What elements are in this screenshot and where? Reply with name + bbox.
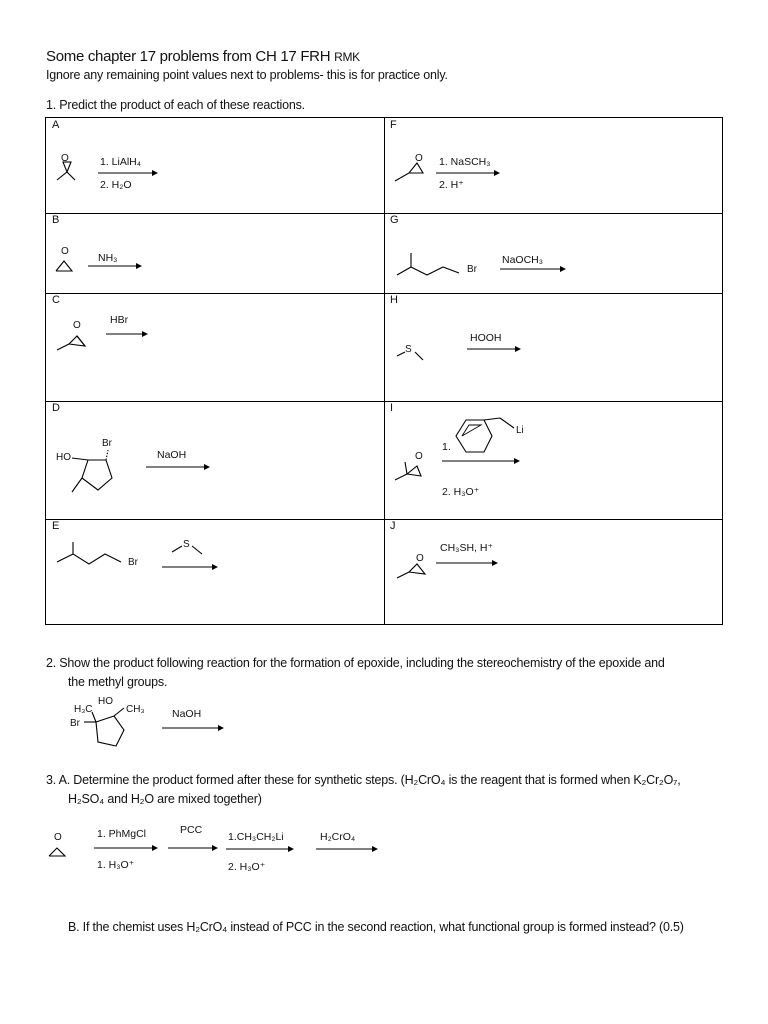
bromine-atom-d: Br bbox=[102, 438, 112, 449]
reaction-arrow-d bbox=[146, 464, 210, 470]
author-tag: RMK bbox=[334, 50, 360, 64]
methyl-group-left-q2: H₃C bbox=[74, 704, 93, 715]
bromine-atom-g: Br bbox=[467, 264, 477, 275]
alkyl-bromide-structure-g bbox=[395, 245, 475, 279]
reaction-table bbox=[45, 117, 723, 625]
reagent-q3-step-1a: 1. PhMgCl bbox=[97, 828, 147, 840]
cell-label-b: B bbox=[52, 214, 60, 226]
reaction-arrow-i bbox=[442, 458, 520, 464]
reagent-i-step-1: 1. bbox=[442, 441, 451, 453]
reagent-q3-step-2: PCC bbox=[180, 824, 203, 836]
reaction-arrow-f bbox=[436, 170, 500, 176]
methyl-group-right-q2: CH₃ bbox=[126, 704, 145, 715]
cell-label-c: C bbox=[52, 294, 60, 306]
reagent-q3-step-3a: 1.CH₃CH₂Li bbox=[228, 831, 284, 843]
epoxide-structure-c bbox=[55, 328, 95, 356]
reagent-f-1: 1. NaSCH₃ bbox=[439, 156, 491, 168]
cyclopentane-structure-d bbox=[68, 448, 118, 498]
oxygen-atom-q3: O bbox=[54, 832, 62, 843]
reagent-i-2: 2. H₃O⁺ bbox=[442, 486, 480, 498]
reaction-arrow-q2 bbox=[162, 725, 224, 731]
table-divider-row-3 bbox=[46, 401, 722, 402]
table-divider-row-4 bbox=[46, 519, 722, 520]
benzyllithium-structure-i bbox=[452, 416, 522, 456]
reagent-d-1: NaOH bbox=[157, 449, 187, 461]
epoxide-structure-q3 bbox=[47, 840, 71, 860]
reagent-j-1: CH₃SH, H⁺ bbox=[440, 542, 493, 554]
question-2-prompt: 2. Show the product following reaction for the formation of epoxide, including the stereochemistry of the epoxide and the methyl groups. bbox=[46, 656, 665, 689]
reagent-g-1: NaOCH₃ bbox=[502, 254, 544, 266]
reaction-arrow-a bbox=[98, 170, 158, 176]
cell-label-g: G bbox=[390, 214, 399, 226]
page-title: Some chapter 17 problems from CH 17 FRH RMK bbox=[46, 48, 360, 65]
epoxide-structure-a bbox=[55, 150, 85, 185]
reagent-a-1: 1. LiAlH₄ bbox=[100, 156, 142, 168]
cell-label-h: H bbox=[390, 294, 398, 306]
oxygen-atom-c: O bbox=[73, 320, 81, 331]
oxygen-atom-b: O bbox=[61, 246, 69, 257]
sulfur-atom-h: S bbox=[405, 344, 412, 355]
question-3-prompt: 3. A. Determine the product formed after these for synthetic steps. (H₂CrO₄ is the reagent that is formed when K₂Cr₂O₇, H₂SO₄ and H₂O are mixed together) bbox=[46, 773, 681, 806]
cell-label-j: J bbox=[390, 520, 396, 532]
table-divider-row-1 bbox=[46, 213, 722, 214]
reagent-c-1: HBr bbox=[110, 314, 129, 326]
question-3-part-b: B. If the chemist uses H₂CrO₄ instead of PCC in the second reaction, what functional group is formed instead? (0.5) bbox=[68, 920, 684, 934]
epoxide-structure-i bbox=[393, 456, 433, 486]
reaction-arrow-c bbox=[106, 331, 148, 337]
reaction-arrow-q3-1 bbox=[94, 845, 158, 851]
page-subtitle: Ignore any remaining point values next to problems- this is for practice only. bbox=[46, 68, 448, 82]
lithium-atom-i: Li bbox=[516, 425, 524, 436]
reagent-q3-step-1b: 1. H₃O⁺ bbox=[97, 859, 135, 871]
reaction-arrow-q3-3 bbox=[226, 846, 294, 852]
reagent-h-1: HOOH bbox=[470, 332, 502, 344]
alkyl-bromide-structure-e bbox=[55, 540, 135, 575]
reagent-q3-step-4: H₂CrO₄ bbox=[320, 831, 356, 843]
reaction-arrow-g bbox=[500, 266, 566, 272]
reaction-arrow-b bbox=[88, 263, 142, 269]
reaction-arrow-h bbox=[467, 346, 521, 352]
bromine-atom-q2: Br bbox=[70, 718, 80, 729]
reaction-arrow-q3-2 bbox=[168, 845, 218, 851]
reaction-arrow-e bbox=[162, 564, 218, 570]
cell-label-f: F bbox=[390, 119, 397, 131]
epoxide-structure-f bbox=[393, 155, 431, 187]
cyclopentane-structure-q2 bbox=[84, 706, 134, 750]
reagent-a-2: 2. H₂O bbox=[100, 179, 132, 191]
cell-label-d: D bbox=[52, 402, 60, 414]
bromine-atom-e: Br bbox=[128, 557, 138, 568]
question-1-prompt: 1. Predict the product of each of these reactions. bbox=[46, 98, 305, 112]
oxygen-atom-f: O bbox=[415, 153, 423, 164]
reagent-f-2: 2. H⁺ bbox=[439, 179, 464, 191]
cell-label-i: I bbox=[390, 402, 394, 414]
reagent-q2: NaOH bbox=[172, 708, 202, 720]
hydroxyl-group-q2: HO bbox=[98, 696, 113, 707]
table-divider-row-2 bbox=[46, 293, 722, 294]
reagent-q3-step-3b: 2. H₃O⁺ bbox=[228, 861, 266, 873]
hydroxyl-group-d: HO bbox=[56, 452, 71, 463]
sulfur-atom-e: S bbox=[183, 539, 190, 550]
cell-label-e: E bbox=[52, 520, 60, 532]
oxygen-atom-j: O bbox=[416, 553, 424, 564]
epoxide-structure-j bbox=[395, 560, 435, 582]
oxygen-atom-i: O bbox=[415, 451, 423, 462]
oxygen-atom-a: O bbox=[61, 153, 69, 164]
reagent-b-1: NH₃ bbox=[98, 252, 118, 264]
reaction-arrow-q3-4 bbox=[316, 846, 378, 852]
cell-label-a: A bbox=[52, 119, 60, 131]
table-divider-vertical bbox=[384, 118, 385, 624]
reaction-arrow-j bbox=[436, 560, 498, 566]
